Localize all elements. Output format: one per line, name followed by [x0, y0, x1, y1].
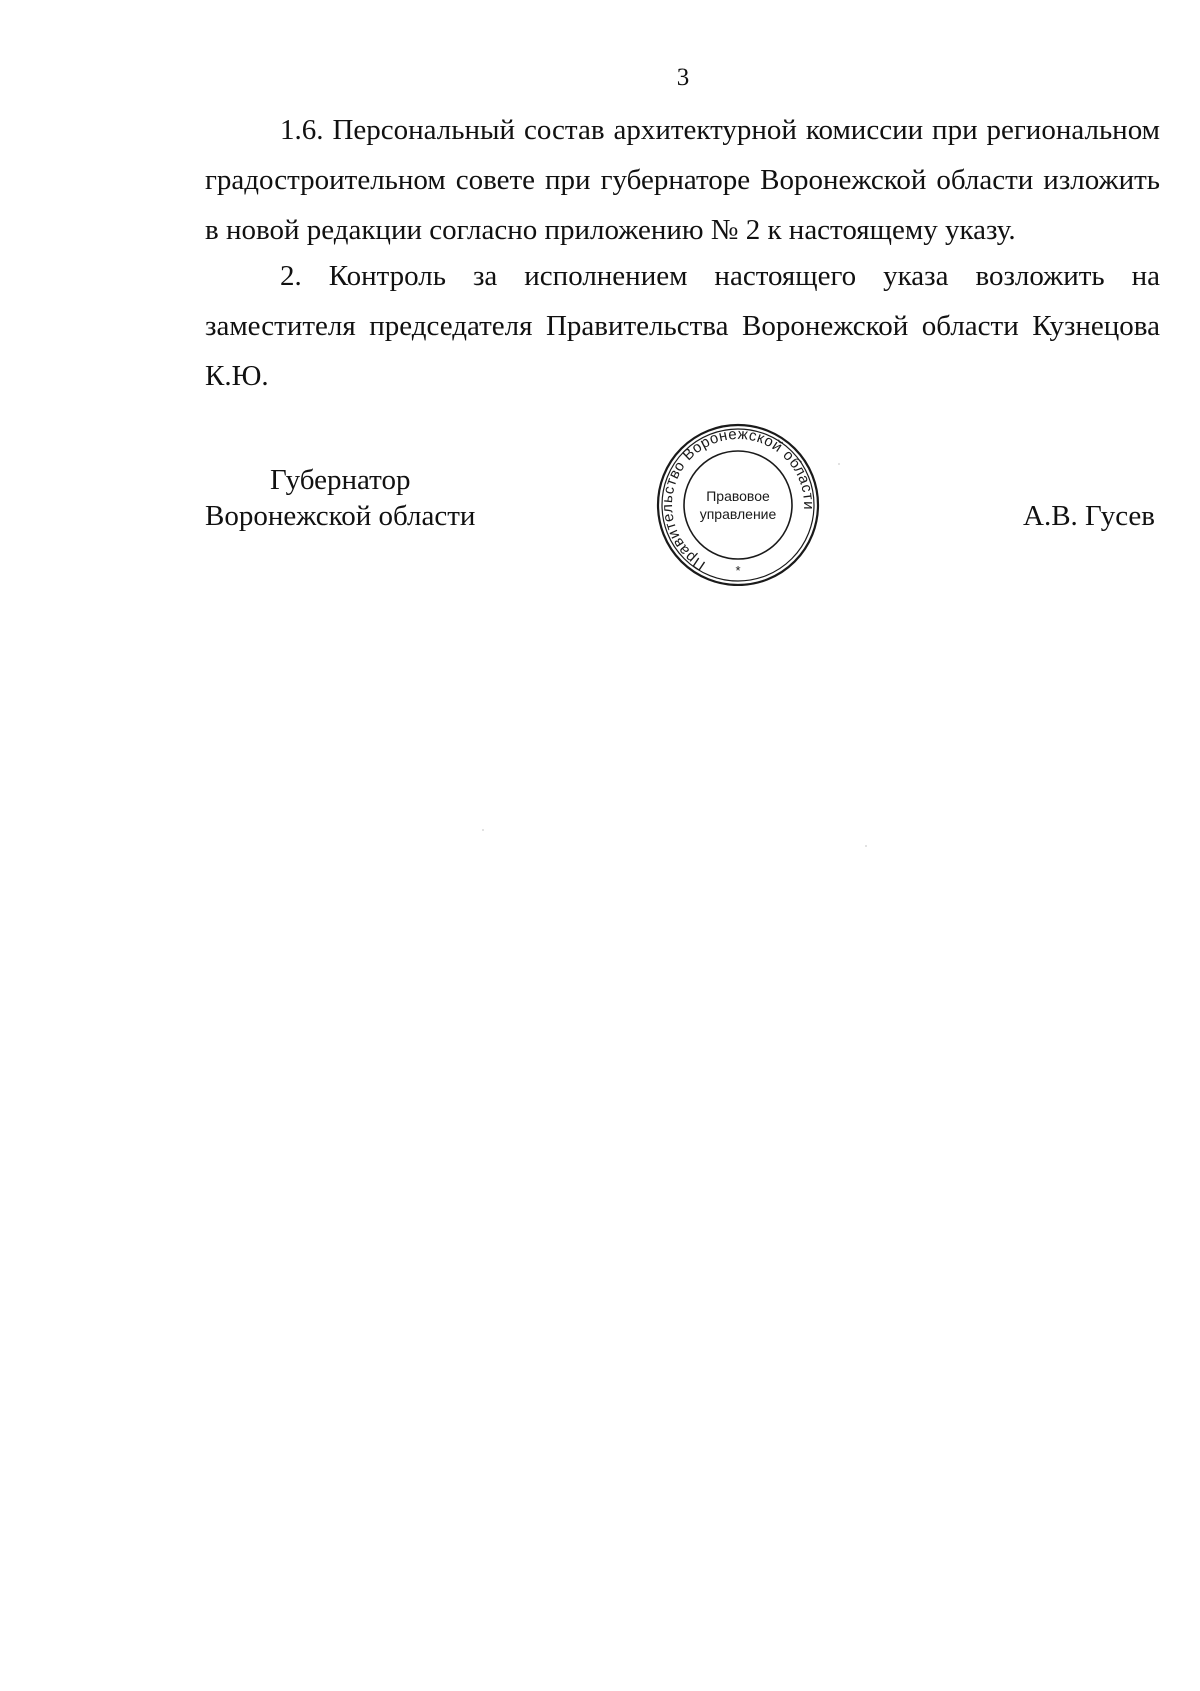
- page-number: 3: [676, 64, 690, 91]
- signatory-name: А.В. Гусев: [1023, 500, 1155, 532]
- scan-speck: [865, 845, 867, 847]
- paragraph-text: 2. Контроль за исполнением настоящего указа возложить на заместителя председателя Правительства Воронежской области Кузнецова К.Ю.: [205, 260, 1160, 392]
- scan-speck: [838, 463, 840, 465]
- seal-inner-line2: управление: [699, 506, 777, 522]
- scan-speck: [482, 829, 484, 831]
- seal-inner-line1: Правовое: [706, 488, 770, 504]
- seal-star: *: [735, 563, 741, 578]
- signatory-title-line1: Губернатор: [270, 464, 411, 496]
- paragraph-text: 1.6. Персональный состав архитектурной комиссии при региональном градостроительном совете при губернаторе Воронежской области изложить в новой редакции согласно приложению № 2 к настоящему указу.: [205, 114, 1160, 246]
- signatory-title-line2: Воронежской области: [205, 500, 476, 532]
- seal-outer-text: Правительство Воронежской области: [658, 425, 818, 574]
- paragraph-1-6: [205, 105, 1160, 255]
- official-seal-stamp: [654, 421, 822, 586]
- paragraph-2: [205, 251, 1160, 401]
